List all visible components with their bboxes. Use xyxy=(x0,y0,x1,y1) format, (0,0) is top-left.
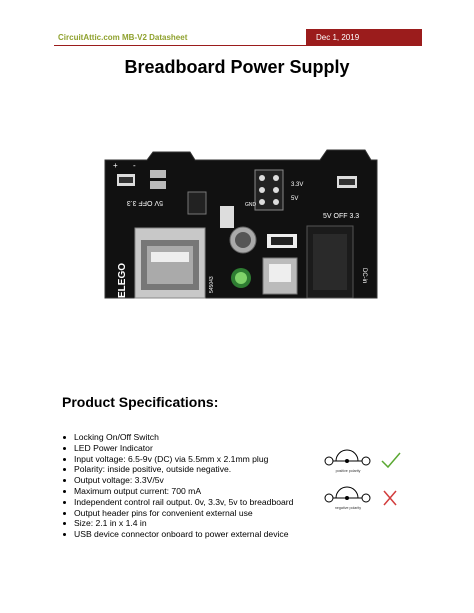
specs-heading: Product Specifications: xyxy=(62,394,219,410)
right-switch-label: 5V OFF 3.3 xyxy=(323,213,360,220)
breadboard-power-supply-image xyxy=(95,148,380,310)
v33-label: 3.3V xyxy=(291,182,304,188)
left-plus-label: + xyxy=(113,161,118,170)
negative-polarity-label: negative polarity xyxy=(334,506,362,510)
board-image xyxy=(95,148,380,310)
left-switch-label: 5V OFF 3.3 xyxy=(126,199,163,206)
list-item: Size: 2.1 in x 1.4 in xyxy=(62,518,293,529)
list-item: Independent control rail output. 0v, 3.3v, 5v to breadboard xyxy=(62,497,293,508)
list-item: Output header pins for convenient external use xyxy=(62,508,293,519)
positive-polarity-label: positive polarity xyxy=(335,469,361,473)
list-item: Maximum output current: 700 mA xyxy=(62,486,293,497)
dcin-label: DC-in xyxy=(361,268,367,284)
page-title: Breadboard Power Supply xyxy=(124,57,350,77)
cross-icon xyxy=(384,491,396,505)
dc-barrel-jack xyxy=(307,226,353,298)
check-icon xyxy=(382,453,400,467)
brand-label: ELEGO xyxy=(117,262,128,298)
left-minus-label: - xyxy=(133,161,136,170)
header-date: Dec 1, 2019 xyxy=(306,29,422,46)
header-site-doc: CircuitAttic.com MB-V2 Datasheet xyxy=(54,29,306,46)
output-header-pins xyxy=(255,170,283,210)
positive-polarity-diagram xyxy=(320,449,404,485)
page-header xyxy=(54,29,422,46)
v5-label: 5V xyxy=(291,196,299,202)
list-item: Output voltage: 3.3V/5v xyxy=(62,475,293,486)
list-item: Locking On/Off Switch xyxy=(62,432,293,443)
power-switch xyxy=(263,258,297,294)
list-item: Polarity: inside positive, outside negative. xyxy=(62,464,293,475)
negative-polarity-diagram xyxy=(320,486,404,522)
list-item: USB device connector onboard to power external device xyxy=(62,529,293,540)
usb-connector xyxy=(135,228,205,298)
list-item: LED Power Indicator xyxy=(62,443,293,454)
list-item: Input voltage: 6.5-9v (DC) via 5.5mm x 2.1mm plug xyxy=(62,454,293,465)
specs-list xyxy=(62,432,293,540)
model-label: 545043 xyxy=(209,276,215,293)
gnd-label: GND xyxy=(245,202,257,208)
